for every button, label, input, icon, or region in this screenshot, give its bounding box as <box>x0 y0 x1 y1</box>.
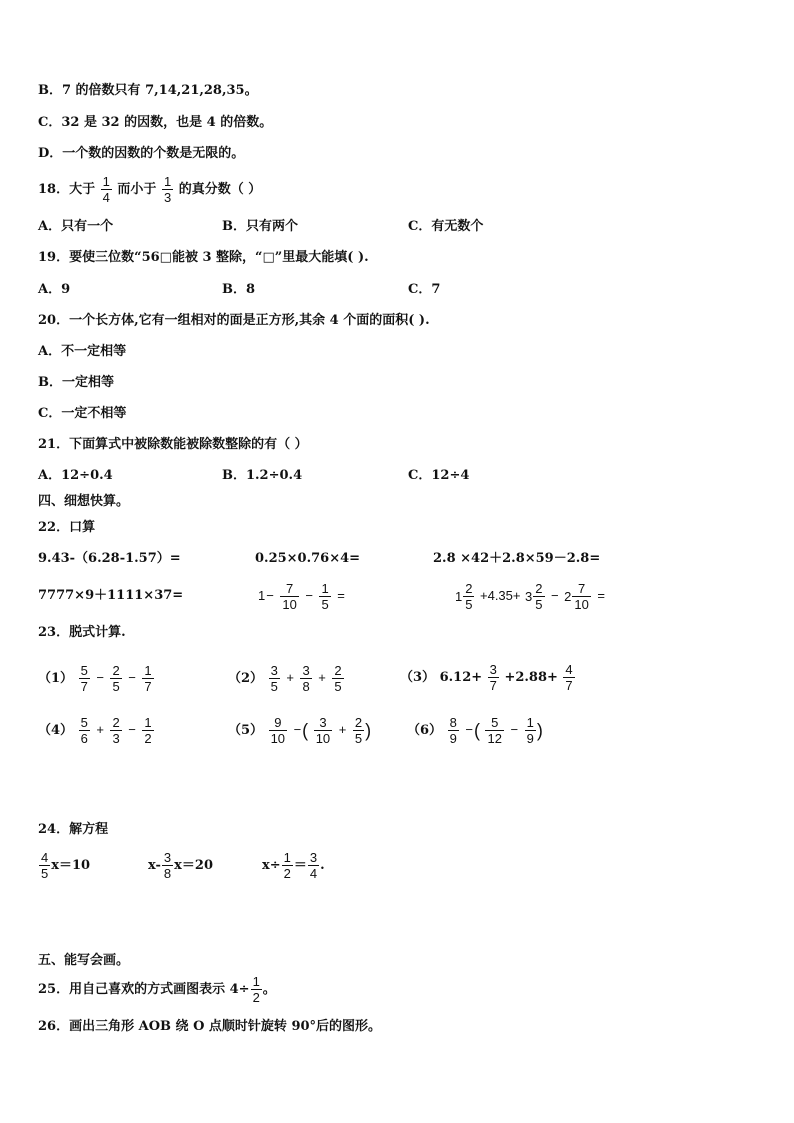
question-26: 26．画出三角形 AOB 绕 O 点顺时针旋转 90°后的图形。 <box>38 1019 382 1034</box>
question-24: 24．解方程 <box>38 822 109 837</box>
q20-option-c: C．一定不相等 <box>38 406 127 421</box>
q23-item-3: （3） 6.12+ $\frac{3}{7}$ +2.88+ $\frac{4}{7}$ <box>400 662 573 693</box>
q22-expr-3: 2.8 ×42＋2.8×59－2.8= <box>433 551 601 566</box>
option-b-text: B．7 的倍数只有 7,14,21,28,35。 <box>38 83 258 98</box>
q23-item-2: （2） $\frac{3}{5}$ + $\frac{3}{8}$ + $\frac{2}{5}$ <box>228 663 342 694</box>
fraction-1-3: $\frac{1}{3}$ <box>163 174 172 205</box>
q23-item-4: （4） $\frac{5}{6}$ + $\frac{2}{3}$ − $\frac{1}{2}$ <box>38 715 152 746</box>
q18-option-c: C．有无数个 <box>408 219 484 234</box>
section-4-heading: 四、细想快算。 <box>38 494 130 509</box>
option-c-text: C．32 是 32 的因数，也是 4 的倍数。 <box>38 115 273 130</box>
question-19: 19．要使三位数“56□能被 3 整除，“□”里最大能填( ). <box>38 250 369 265</box>
question-18 <box>38 172 261 208</box>
q22-expr-1: 9.43-（6.28-1.57）= <box>38 551 181 566</box>
q24-equation-1: $\frac{4}{5}$ x＝10 <box>41 850 91 881</box>
question-25: 25．用自己喜欢的方式画图表示 4÷ $\frac{1}{2}$ 。 <box>38 974 276 1005</box>
option-d-text: D．一个数的因数的个数是无限的。 <box>38 146 245 161</box>
q20-option-a: A．不一定相等 <box>38 344 127 359</box>
q21-option-c: C．12÷4 <box>408 468 470 483</box>
q23-item-6: （6） $\frac{8}{9}$ −( $\frac{5}{12}$ − $\frac{1}{9}$ ) <box>407 715 543 746</box>
q19-option-a: A．9 <box>38 282 71 297</box>
q18-prefix: 18．大于 <box>38 182 96 197</box>
q22-expr-6: 1 2 5 +4.35+ 3 2 5 − 2 7 10 = <box>455 581 605 612</box>
q21-option-b: B．1.2÷0.4 <box>222 468 303 483</box>
q22-expr-4: 7777×9＋1111×37= <box>38 588 184 603</box>
q22-expr-5: 1− $\frac{7}{10}$ − $\frac{1}{5}$ = <box>258 581 345 612</box>
q24-equation-3: x÷ $\frac{1}{2}$ ＝ $\frac{3}{4}$ . <box>262 850 325 881</box>
question-23: 23．脱式计算. <box>38 625 126 640</box>
q19-option-c: C．7 <box>408 282 441 297</box>
q23-item-1: （1） $\frac{5}{7}$ − $\frac{2}{5}$ − $\frac{1}{7}$ <box>38 663 152 694</box>
q18-suffix: 的真分数（ ） <box>178 182 262 197</box>
q18-mid: 而小于 <box>117 182 157 197</box>
fraction-1-4: $\frac{1}{4}$ <box>102 174 110 205</box>
q20-option-b: B．一定相等 <box>38 375 114 390</box>
q21-option-a: A．12÷0.4 <box>38 468 113 483</box>
section-5-heading: 五、能写会画。 <box>38 953 130 968</box>
q19-option-b: B．8 <box>222 282 256 297</box>
q18-option-a: A．只有一个 <box>38 219 114 234</box>
question-22: 22．口算 <box>38 520 96 535</box>
question-20: 20．一个长方体,它有一组相对的面是正方形,其余 4 个面的面积( ). <box>38 313 430 328</box>
q22-expr-2: 0.25×0.76×4= <box>255 551 361 566</box>
q24-equation-2: x- $\frac{3}{8}$ x＝20 <box>148 850 213 881</box>
q18-option-b: B．只有两个 <box>222 219 298 234</box>
question-21: 21．下面算式中被除数能被除数整除的有（ ） <box>38 437 308 452</box>
q23-item-5: （5） $\frac{9}{10}$ −( $\frac{3}{10}$ + $\frac{2}{5}$ ) <box>228 715 372 746</box>
